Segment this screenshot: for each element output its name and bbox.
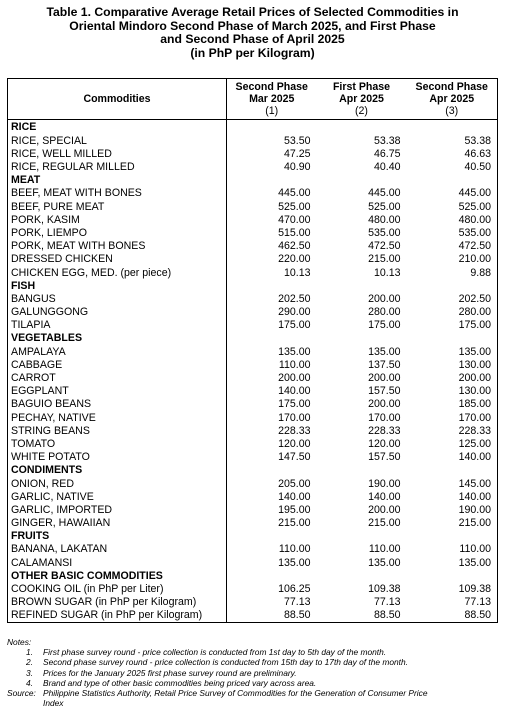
- price-cell-col-1: 220.00: [227, 253, 317, 266]
- commodity-name: AMPALAYA: [8, 345, 227, 358]
- price-cell-col-2: 472.50: [368, 240, 401, 253]
- price-cell-col-2: 46.75: [373, 147, 401, 160]
- table-row: [8, 213, 498, 226]
- price-cell-col-2: 280.00: [368, 306, 401, 319]
- price-cell-col-1: 110.00: [227, 358, 317, 371]
- source-label: Source:: [7, 688, 36, 699]
- table-row: [8, 477, 498, 490]
- price-cell-col-1: [227, 569, 317, 582]
- table-row: [8, 266, 498, 279]
- commodity-name: RICE, WELL MILLED: [8, 147, 227, 160]
- commodity-name: CALAMANSI: [8, 556, 227, 569]
- price-cell-col-3: 125.00: [407, 438, 498, 451]
- note-number: 2.: [26, 657, 33, 668]
- price-cell-col-2: 137.50: [368, 358, 401, 371]
- table-row: [8, 134, 498, 147]
- table-header-row: [8, 79, 498, 120]
- price-cell-col-2: 157.50: [368, 385, 401, 398]
- price-cell-col-2: [317, 569, 407, 582]
- price-cell-col-3: [407, 174, 498, 187]
- commodity-name: WHITE POTATO: [8, 451, 227, 464]
- price-cell-col-3: 140.00: [407, 451, 498, 464]
- price-cell-col-1: 175.00: [227, 319, 317, 332]
- price-cell-col-2: 525.00: [368, 200, 401, 213]
- header-col-1-line1: Second Phase: [235, 81, 308, 93]
- price-cell-col-1: 175.00: [227, 398, 317, 411]
- source-text: [43, 688, 497, 708]
- price-cell-col-2: 170.00: [368, 411, 401, 424]
- category-label: MEAT: [8, 174, 227, 187]
- price-cell-col-2: 157.50: [368, 451, 401, 464]
- price-cell-col-3: 215.00: [407, 517, 498, 530]
- commodity-name: PORK, KASIM: [8, 213, 227, 226]
- commodity-name: CARROT: [8, 372, 227, 385]
- price-cell-col-2: [317, 120, 407, 135]
- price-cell-col-1: 120.00: [227, 438, 317, 451]
- notes-label: Notes:: [7, 637, 32, 647]
- price-cell-col-1: 205.00: [227, 477, 317, 490]
- table-body: [8, 120, 498, 623]
- category-label: FISH: [8, 279, 227, 292]
- source-line: Index: [43, 698, 64, 709]
- price-cell-col-3: 46.63: [407, 147, 498, 160]
- header-col-3-line1: Second Phase: [415, 81, 488, 93]
- price-cell-col-3: 77.13: [407, 596, 498, 609]
- table-row: [8, 292, 498, 305]
- price-cell-col-2: 120.00: [368, 437, 401, 450]
- table-row: [8, 411, 498, 424]
- table-row: [8, 187, 498, 200]
- header-col-1-num: (1): [265, 105, 279, 117]
- header-col-3-line2: Apr 2025: [429, 93, 475, 105]
- price-cell-col-3: 210.00: [407, 253, 498, 266]
- table-row: [8, 517, 498, 530]
- price-cell-col-2: 228.33: [368, 424, 401, 437]
- price-cell-col-3: 9.88: [407, 266, 498, 279]
- price-cell-col-1: 525.00: [227, 200, 317, 213]
- category-label: OTHER BASIC COMMODITIES: [8, 569, 227, 582]
- price-cell-col-1: [227, 332, 317, 345]
- commodity-name: BANANA, LAKATAN: [8, 543, 227, 556]
- price-cell-col-1: 215.00: [227, 517, 317, 530]
- price-cell-col-3: 145.00: [407, 477, 498, 490]
- title-line: Oriental Mindoro Second Phase of March 2025, and First Phase: [69, 18, 436, 33]
- price-cell-col-2: 215.00: [368, 253, 401, 266]
- price-cell-col-1: 200.00: [227, 372, 317, 385]
- price-cell-col-3: 110.00: [407, 543, 498, 556]
- price-cell-col-2: 190.00: [368, 477, 401, 490]
- header-col-2-line2: Apr 2025: [339, 93, 384, 105]
- header-col-3: [407, 79, 498, 120]
- commodity-name: RICE, SPECIAL: [8, 134, 227, 147]
- commodity-name: PECHAY, NATIVE: [8, 411, 227, 424]
- commodity-name: GINGER, HAWAIIAN: [8, 517, 227, 530]
- price-cell-col-1: 135.00: [227, 556, 317, 569]
- price-cell-col-2: [317, 279, 407, 292]
- table-row: [8, 147, 498, 160]
- table-row: [8, 161, 498, 174]
- table-row: [8, 424, 498, 437]
- note-text: First phase survey round - price collection is conducted from 1st day to 5th day of the month.: [43, 647, 387, 658]
- price-cell-col-3: 109.38: [407, 583, 498, 596]
- price-cell-col-1: [227, 464, 317, 477]
- header-commodities: Commodities: [8, 79, 227, 120]
- category-row: [8, 120, 498, 135]
- table-row: [8, 556, 498, 569]
- commodity-name: PORK, MEAT WITH BONES: [8, 240, 227, 253]
- price-cell-col-1: [227, 120, 317, 135]
- category-row: [8, 464, 498, 477]
- header-col-3-num: (3): [445, 105, 459, 117]
- price-cell-col-2: 175.00: [368, 319, 401, 332]
- table-row: [8, 319, 498, 332]
- category-label: CONDIMENTS: [8, 464, 227, 477]
- price-cell-col-1: 10.13: [227, 266, 317, 279]
- price-cell-col-3: [407, 530, 498, 543]
- table-row: [8, 200, 498, 213]
- note-number: 3.: [26, 667, 33, 678]
- commodity-name: CHICKEN EGG, MED. (per piece): [8, 266, 227, 279]
- table-row: [8, 490, 498, 503]
- price-cell-col-2: 200.00: [368, 372, 401, 385]
- price-cell-col-1: [227, 530, 317, 543]
- commodity-name: BEEF, MEAT WITH BONES: [8, 187, 227, 200]
- category-row: [8, 332, 498, 345]
- price-cell-col-2: 200.00: [368, 398, 401, 411]
- note-text: Brand and type of other basic commodities being priced vary across area.: [43, 677, 317, 688]
- title-line: (in PhP per Kilogram): [190, 45, 315, 60]
- table-row: [8, 306, 498, 319]
- category-label: FRUITS: [8, 530, 227, 543]
- price-cell-col-1: 290.00: [227, 306, 317, 319]
- source-row: [7, 688, 497, 708]
- price-cell-col-1: 462.50: [227, 240, 317, 253]
- commodity-name: ONION, RED: [8, 477, 227, 490]
- table-row: [8, 543, 498, 556]
- price-cell-col-1: [227, 279, 317, 292]
- price-cell-col-3: 135.00: [407, 345, 498, 358]
- commodity-name: TOMATO: [8, 438, 227, 451]
- table-row: [8, 358, 498, 371]
- price-cell-col-3: 170.00: [407, 411, 498, 424]
- category-row: [8, 530, 498, 543]
- table-row: [8, 398, 498, 411]
- note-item: [7, 668, 497, 678]
- price-cell-col-2: [317, 174, 407, 187]
- source-line: Philippine Statistics Authority, Retail Price Survey of Commodities for the Generation of Consumer Price: [43, 688, 428, 699]
- price-cell-col-3: 480.00: [407, 213, 498, 226]
- price-cell-col-1: 77.13: [227, 596, 317, 609]
- table-row: [8, 372, 498, 385]
- commodity-name: EGGPLANT: [8, 385, 227, 398]
- price-cell-col-2: 40.40: [373, 161, 401, 174]
- price-cell-col-1: 195.00: [227, 503, 317, 516]
- price-cell-col-3: 445.00: [407, 187, 498, 200]
- price-cell-col-2: [317, 464, 407, 477]
- price-cell-col-2: 215.00: [368, 517, 401, 530]
- commodity-name: GARLIC, IMPORTED: [8, 503, 227, 516]
- category-row: [8, 174, 498, 187]
- price-cell-col-1: 88.50: [227, 609, 317, 623]
- price-cell-col-2: 135.00: [368, 345, 401, 358]
- header-col-2-num: (2): [355, 105, 368, 117]
- price-cell-col-1: 202.50: [227, 292, 317, 305]
- price-cell-col-3: 472.50: [407, 240, 498, 253]
- notes-section: [7, 637, 497, 708]
- price-cell-col-3: 200.00: [407, 372, 498, 385]
- commodity-name: GARLIC, NATIVE: [8, 490, 227, 503]
- price-cell-col-3: 130.00: [407, 385, 498, 398]
- price-cell-col-1: 47.25: [227, 147, 317, 160]
- table-row: [8, 609, 498, 623]
- commodity-name: REFINED SUGAR (in PhP per Kilogram): [8, 609, 227, 623]
- price-cell-col-2: [317, 332, 407, 345]
- price-cell-col-3: [407, 464, 498, 477]
- table-row: [8, 345, 498, 358]
- price-cell-col-3: 535.00: [407, 227, 498, 240]
- table-row: [8, 240, 498, 253]
- price-cell-col-2: 535.00: [368, 226, 401, 239]
- price-cell-col-3: 202.50: [407, 292, 498, 305]
- price-cell-col-2: 110.00: [368, 543, 401, 556]
- table-row: [8, 385, 498, 398]
- table-row: [8, 438, 498, 451]
- price-cell-col-2: 77.13: [373, 596, 401, 609]
- price-cell-col-1: [227, 174, 317, 187]
- note-text: Second phase survey round - price collection is conducted from 15th day to 17th day of the month.: [43, 657, 408, 668]
- table-row: [8, 451, 498, 464]
- price-cell-col-1: 140.00: [227, 490, 317, 503]
- price-cell-col-1: 470.00: [227, 213, 317, 226]
- price-cell-col-3: 135.00: [407, 556, 498, 569]
- price-cell-col-2: [317, 530, 407, 543]
- price-cell-col-1: 135.00: [227, 345, 317, 358]
- table-row: [8, 503, 498, 516]
- header-col-2-line1: First Phase: [332, 81, 391, 93]
- price-cell-col-1: 40.90: [227, 161, 317, 174]
- price-cell-col-2: 109.38: [368, 583, 401, 596]
- table-row: [8, 583, 498, 596]
- price-cell-col-2: 200.00: [368, 503, 401, 516]
- price-cell-col-2: 200.00: [368, 292, 401, 305]
- price-cell-col-3: [407, 120, 498, 135]
- price-cell-col-1: 106.25: [227, 583, 317, 596]
- commodity-name: BAGUIO BEANS: [8, 398, 227, 411]
- price-cell-col-1: 228.33: [227, 424, 317, 437]
- price-cell-col-2: 88.50: [317, 609, 407, 623]
- commodity-name: TILAPIA: [8, 319, 227, 332]
- table-row: [8, 253, 498, 266]
- title-line: Table 1. Comparative Average Retail Prices of Selected Commodities in: [46, 5, 459, 19]
- commodity-name: STRING BEANS: [8, 424, 227, 437]
- commodity-name: BEEF, PURE MEAT: [8, 200, 227, 213]
- commodity-name: RICE, REGULAR MILLED: [8, 161, 227, 174]
- commodity-name: DRESSED CHICKEN: [8, 253, 227, 266]
- price-cell-col-1: 147.50: [227, 451, 317, 464]
- price-cell-col-3: 88.50: [407, 609, 498, 623]
- price-cell-col-3: 228.33: [407, 424, 498, 437]
- price-cell-col-2: 140.00: [368, 490, 401, 503]
- price-table: [7, 78, 498, 623]
- price-cell-col-1: 110.00: [227, 543, 317, 556]
- price-cell-col-3: 525.00: [407, 200, 498, 213]
- note-number: 1.: [26, 647, 33, 658]
- note-item: [7, 647, 497, 657]
- category-label: VEGETABLES: [8, 332, 227, 345]
- table-row: [8, 227, 498, 240]
- price-cell-col-2: 480.00: [368, 213, 401, 226]
- note-number: 4.: [26, 677, 33, 688]
- note-item: [7, 657, 497, 667]
- commodity-name: CABBAGE: [8, 358, 227, 371]
- price-cell-col-3: 130.00: [407, 358, 498, 371]
- category-row: [8, 279, 498, 292]
- price-cell-col-3: [407, 332, 498, 345]
- price-cell-col-1: 170.00: [227, 411, 317, 424]
- price-cell-col-2: 53.38: [373, 134, 401, 147]
- price-cell-col-3: 185.00: [407, 398, 498, 411]
- price-cell-col-3: [407, 279, 498, 292]
- header-col-2: [317, 79, 407, 120]
- category-label: RICE: [8, 120, 227, 135]
- price-cell-col-3: 40.50: [407, 161, 498, 174]
- table-row: [8, 596, 498, 609]
- title-line: and Second Phase of April 2025: [160, 32, 345, 47]
- category-row: [8, 569, 498, 582]
- price-cell-col-3: 280.00: [407, 306, 498, 319]
- price-cell-col-2: 445.00: [368, 187, 401, 200]
- price-cell-col-3: 175.00: [407, 319, 498, 332]
- price-cell-col-3: 53.38: [407, 134, 498, 147]
- price-cell-col-3: [407, 569, 498, 582]
- commodity-name: PORK, LIEMPO: [8, 227, 227, 240]
- price-cell-col-3: 190.00: [407, 503, 498, 516]
- price-cell-col-1: 53.50: [227, 134, 317, 147]
- commodity-name: GALUNGGONG: [8, 306, 227, 319]
- price-cell-col-1: 445.00: [227, 187, 317, 200]
- commodity-name: BROWN SUGAR (in PhP per Kilogram): [8, 596, 227, 609]
- commodity-name: COOKING OIL (in PhP per Liter): [8, 583, 227, 596]
- price-cell-col-2: 135.00: [368, 556, 401, 569]
- price-cell-col-1: 515.00: [227, 227, 317, 240]
- header-col-1: [227, 79, 317, 120]
- note-text: Prices for the January 2025 first phase survey round are preliminary.: [43, 667, 297, 678]
- price-cell-col-2: 10.13: [373, 266, 401, 279]
- price-cell-col-3: 140.00: [407, 490, 498, 503]
- price-cell-col-1: 140.00: [227, 385, 317, 398]
- commodity-name: BANGUS: [8, 292, 227, 305]
- table-title: [0, 6, 505, 60]
- header-col-1-line2: Mar 2025: [249, 93, 295, 105]
- note-item: [7, 678, 497, 688]
